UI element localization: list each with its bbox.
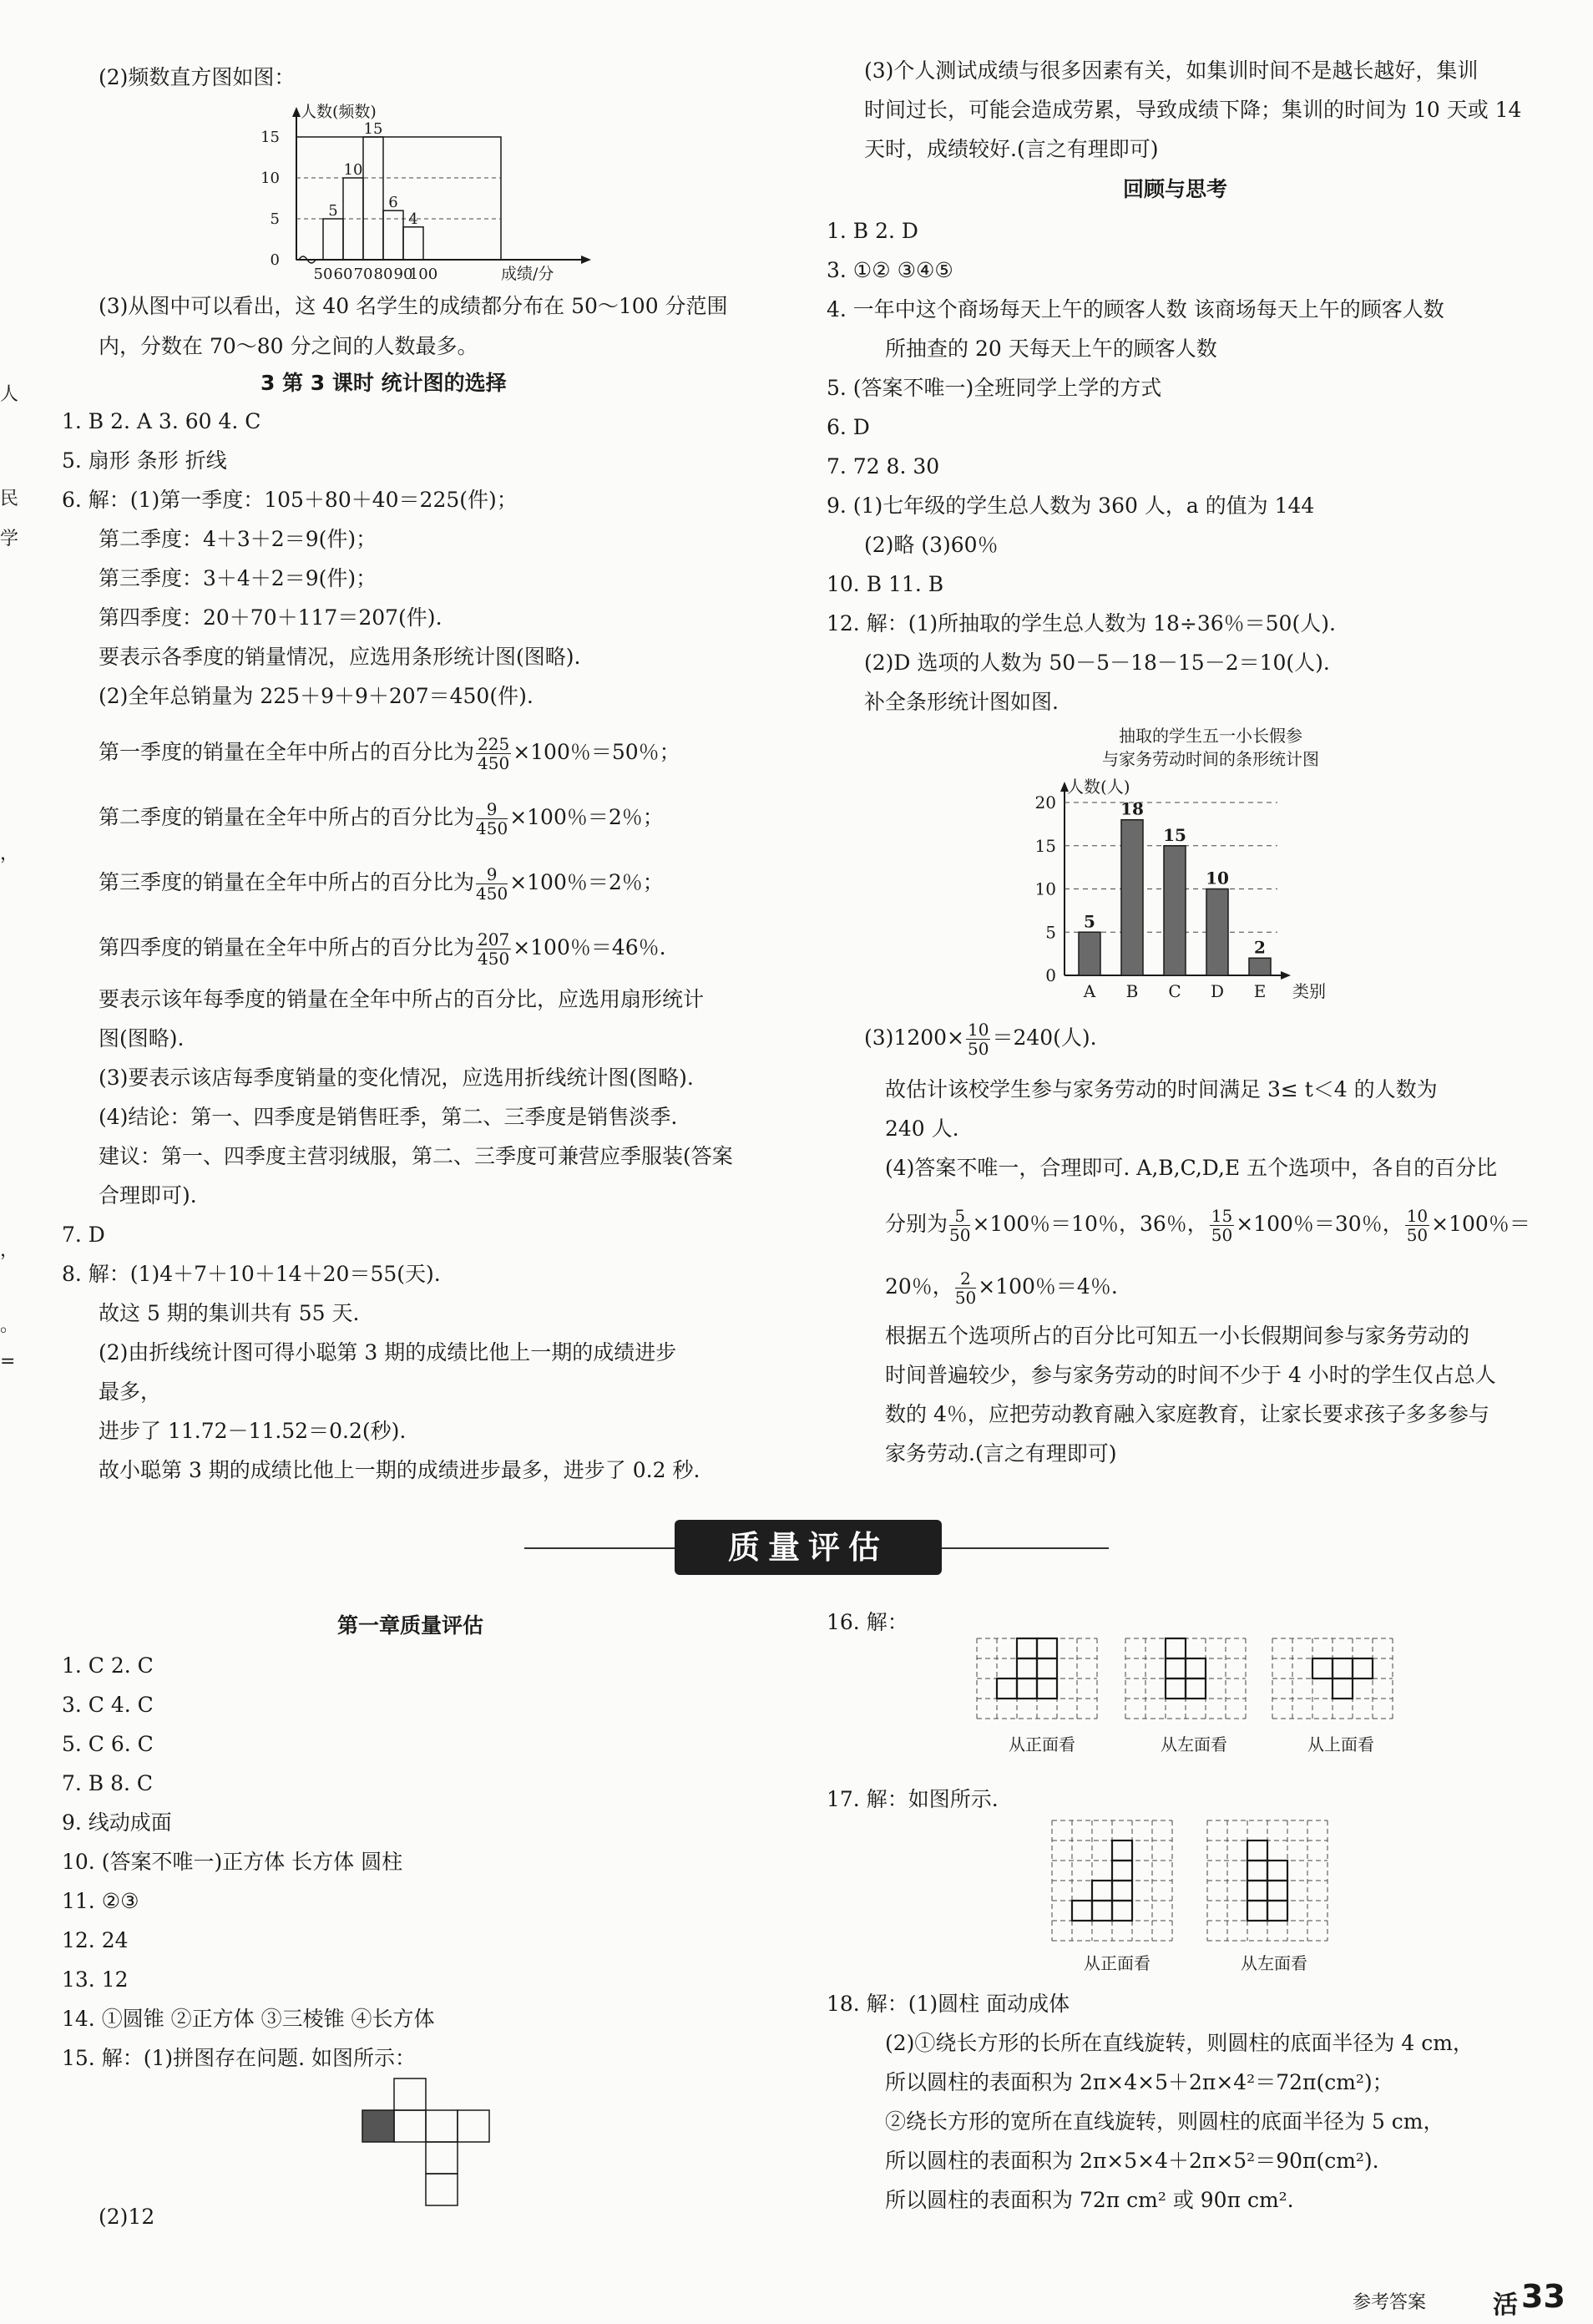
text: 第一季度的销量在全年中所占的百分比为 (99, 740, 475, 764)
text-line: ②绕长方形的宽所在直线旋转，则圆柱的底面半径为 5 cm， (885, 2109, 1444, 2134)
page-number: 33 (1521, 2278, 1565, 2315)
hist-xlabel: 成绩/分 (501, 265, 554, 282)
text-line: (3)个人测试成绩与很多因素有关，如集训时间不是越长越好，集训 (864, 58, 1479, 83)
edge-char: 人 (0, 384, 19, 405)
hist-bar-label: 6 (388, 194, 398, 212)
view-square (1037, 1658, 1057, 1678)
formula-line (864, 1020, 1097, 1058)
view-left-grid (1207, 1820, 1328, 1941)
view-square (1267, 1861, 1287, 1881)
bar-chart-value-label: 18 (1120, 798, 1144, 819)
text: ×100％＝50％； (513, 740, 680, 764)
hist-bar (363, 137, 383, 260)
view-square (1166, 1678, 1186, 1699)
text-line: (3)从图中可以看出，这 40 名学生的成绩都分布在 50～100 分范围 (99, 294, 728, 318)
denominator: 50 (1406, 1225, 1429, 1245)
text-line: 根据五个选项所占的百分比可知五一小长假期间参与家务劳动的 (885, 1324, 1470, 1348)
histogram-chart (250, 99, 601, 282)
view-square (1353, 1658, 1373, 1678)
hist-bar (403, 227, 423, 260)
fraction (476, 735, 511, 772)
answer-line: 8. 解：(1)4＋7＋10＋14＋20＝55(天). (62, 1262, 441, 1286)
hist-ylabel: 人数(频数) (301, 103, 377, 121)
denominator: 50 (967, 1039, 989, 1059)
text-line: 第四季度：20＋70＋117＝207(件). (99, 605, 442, 630)
bar-chart-ytick: 0 (1045, 965, 1056, 985)
banner-rule-left (524, 1547, 675, 1549)
bar-chart-xlabel: 类别 (1292, 981, 1326, 1001)
text-line: 家务劳动.(言之有理即可) (885, 1441, 1117, 1466)
view-square (1112, 1861, 1132, 1881)
view-square (1312, 1658, 1333, 1678)
net-square (426, 2174, 458, 2205)
view-square (1017, 1638, 1037, 1658)
bar-chart-ytick: 20 (1034, 792, 1056, 813)
bar-chart-ytick: 5 (1045, 922, 1056, 943)
answer-line: 7. B 8. C (62, 1771, 154, 1795)
view-square (1247, 1840, 1267, 1861)
bar-chart-bar (1249, 958, 1271, 975)
footer-brand: 活 (1493, 2291, 1518, 2320)
bar-chart-value-label: 2 (1254, 937, 1266, 958)
answer-line: 1. B 2. D (827, 219, 918, 243)
denominator: 450 (478, 949, 510, 969)
net-square (458, 2110, 489, 2142)
fraction (476, 800, 508, 838)
bar-chart-title-line1: 抽取的学生五一小长假参 (1119, 726, 1302, 746)
net-square (426, 2110, 458, 2142)
answer-line: 18. 解：(1)圆柱 面动成体 (827, 1992, 1070, 2016)
percent-line (99, 735, 680, 772)
fraction (1210, 1207, 1234, 1244)
hist-xtick: 70 (353, 266, 373, 282)
text-line: (2)略 (3)60％ (864, 533, 999, 557)
text-line: 所以圆柱的表面积为 2π×5×4＋2π×5²＝90π(cm²). (885, 2149, 1379, 2173)
edge-char: ， (0, 843, 19, 864)
caption-front: 从正面看 (1084, 1953, 1150, 1973)
net-square (426, 2142, 458, 2174)
text-line: 要表示各季度的销量情况，应选用条形统计图(图略). (99, 645, 581, 669)
bar-chart-ylabel: 人数(人) (1067, 777, 1130, 797)
view-square (1247, 1881, 1267, 1901)
fraction (949, 1207, 970, 1244)
bar-chart-category-label: D (1210, 981, 1225, 1001)
bar-chart-category-label: E (1253, 981, 1267, 1001)
answer-line: 7. 72 8. 30 (827, 454, 940, 478)
hist-xtick: 90 (393, 266, 413, 282)
view-square (1037, 1678, 1057, 1699)
fraction (476, 865, 508, 903)
text-line: 240 人. (885, 1116, 959, 1141)
denominator: 450 (476, 884, 508, 904)
bar-chart-category-label: B (1125, 981, 1139, 1001)
answer-line: 4. 一年中这个商场每天上午的顾客人数 该商场每天上午的顾客人数 (827, 297, 1444, 322)
answer-line: 1. C 2. C (62, 1653, 154, 1678)
answer-line: 3. ①② ③④⑤ (827, 258, 953, 282)
numerator: 10 (1406, 1206, 1429, 1226)
text-line: 内，分数在 70～80 分之间的人数最多。 (99, 334, 478, 358)
numerator: 5 (949, 1207, 970, 1226)
numerator: 9 (476, 865, 508, 884)
text: ×100％＝10％，36％， (972, 1212, 1208, 1236)
fraction (476, 930, 511, 968)
text-line: 故小聪第 3 期的成绩比他上一期的成绩进步最多，进步了 0.2 秒. (99, 1458, 700, 1482)
hist-ytick: 0 (270, 251, 280, 269)
answer-line: 6. D (827, 415, 870, 439)
view-square (997, 1678, 1017, 1699)
hist-bar-label: 4 (408, 210, 418, 228)
caption-left: 从左面看 (1241, 1953, 1307, 1973)
edge-char: 。 (0, 1315, 19, 1336)
view-square (1186, 1658, 1206, 1678)
hist-ytick: 15 (260, 129, 280, 146)
section-title: 第一章质量评估 (337, 1613, 484, 1638)
answer-line: 14. ①圆锥 ②正方体 ③三棱锥 ④长方体 (62, 2007, 435, 2031)
hist-frame (296, 137, 501, 260)
view-square (1267, 1881, 1287, 1901)
bar-chart-value-label: 15 (1163, 824, 1186, 845)
answer-line: 5. 扇形 条形 折线 (62, 448, 227, 473)
answer-line: 3. C 4. C (62, 1693, 154, 1717)
text-line: 进步了 11.72－11.52＝0.2(秒). (99, 1419, 407, 1443)
edge-char: ， (0, 1240, 19, 1261)
bar-chart-category-label: C (1168, 981, 1181, 1001)
hist-bar (383, 210, 403, 260)
hist-ytick: 5 (270, 210, 280, 228)
three-views-16 (975, 1635, 1426, 1760)
hist-ytick: 10 (260, 170, 280, 187)
view-square (1037, 1638, 1057, 1658)
bar-chart-xarrow (1281, 971, 1291, 980)
text-line: 故这 5 期的集训共有 55 天. (99, 1301, 360, 1325)
footer-label: 参考答案 (1353, 2292, 1427, 2313)
net-square (394, 2110, 426, 2142)
text-line: 补全条形统计图如图. (864, 690, 1059, 714)
bar-chart-bar (1206, 889, 1228, 976)
answer-line: 13. 12 (62, 1967, 129, 1992)
hist-xtick: 100 (408, 266, 438, 282)
bar-chart-bar (1121, 820, 1143, 975)
fraction (966, 1020, 990, 1058)
numerator: 225 (478, 734, 510, 754)
numerator: 207 (478, 929, 510, 949)
answer-line: 1. B 2. A 3. 60 4. C (62, 409, 261, 433)
cube-net-figure (359, 2075, 493, 2225)
text-line: (3)要表示该店每季度销量的变化情况，应选用折线统计图(图略). (99, 1066, 694, 1090)
labor-bar-chart (1027, 723, 1394, 1007)
net-square-shaded (362, 2110, 394, 2142)
text: (3)1200× (864, 1025, 964, 1050)
bar-chart-category-label: A (1083, 981, 1096, 1001)
view-top-grid (1272, 1638, 1393, 1719)
text-line: 最多， (99, 1380, 162, 1404)
hist-bar-label: 5 (328, 202, 338, 220)
text: 第二季度的销量在全年中所占的百分比为 (99, 805, 475, 829)
answer-line: 10. B 11. B (827, 572, 944, 596)
answer-line: 9. 线动成面 (62, 1810, 172, 1835)
text-line: (2)D 选项的人数为 50－5－18－15－2＝10(人). (864, 651, 1330, 675)
text-line: 时间过长，可能会造成劳累，导致成绩下降；集训的时间为 10 天或 14 (864, 98, 1522, 122)
view-square (1166, 1658, 1186, 1678)
two-views-17 (1050, 1819, 1368, 1977)
answer-line: 5. (答案不唯一)全班同学上学的方式 (827, 376, 1162, 400)
percent-line (99, 865, 664, 903)
text-line: 故估计该校学生参与家务劳动的时间满足 3≤ t＜4 的人数为 (885, 1077, 1438, 1101)
denominator: 50 (949, 1225, 971, 1245)
denominator: 450 (476, 818, 508, 838)
denominator: 450 (478, 753, 510, 773)
text: ×100％＝4％. (978, 1274, 1118, 1299)
text-line: 要表示该年每季度的销量在全年中所占的百分比，应选用扇形统计 (99, 987, 705, 1011)
view-square (1017, 1658, 1037, 1678)
bar-chart-value-label: 5 (1084, 911, 1095, 932)
text: 20％， (885, 1274, 953, 1299)
view-left-grid (1125, 1638, 1246, 1719)
percent-line (99, 800, 664, 838)
answer-line: 9. (1)七年级的学生总人数为 360 人，a 的值为 144 (827, 494, 1315, 518)
answer-line: 15. 解：(1)拼图存在问题. 如图所示： (62, 2046, 417, 2070)
hist-yarrow (292, 107, 301, 117)
view-square (1092, 1881, 1112, 1901)
bar-chart-bar (1164, 846, 1186, 975)
text: 第四季度的销量在全年中所占的百分比为 (99, 935, 475, 959)
hist-xarrow (581, 256, 591, 264)
text: ×100％＝46％. (513, 935, 666, 959)
answer-line: 7. D (62, 1223, 105, 1247)
section-title: 回顾与思考 (1123, 177, 1228, 201)
formula-line (885, 1269, 1118, 1307)
text: ＝240(人). (992, 1025, 1097, 1050)
view-square (1112, 1901, 1132, 1921)
bar-chart-bar (1079, 932, 1100, 975)
text-line: 时间普遍较少，参与家务劳动的时间不少于 4 小时的学生仅占总人 (885, 1363, 1496, 1387)
answer-line: 16. 解： (827, 1610, 908, 1634)
bar-chart-title-line2: 与家务劳动时间的条形统计图 (1102, 749, 1319, 769)
banner-rule-right (942, 1547, 1109, 1549)
bar-chart-ytick: 10 (1034, 878, 1056, 899)
view-square (1166, 1638, 1186, 1658)
text-line: (2)由折线统计图可得小聪第 3 期的成绩比他上一期的成绩进步 (99, 1340, 677, 1365)
fraction (955, 1269, 976, 1307)
text-line: (2)①绕长方形的长所在直线旋转，则圆柱的底面半径为 4 cm， (885, 2031, 1474, 2055)
view-square (1092, 1901, 1112, 1921)
edge-char: 学 (0, 529, 19, 549)
percent-line (99, 930, 666, 968)
text-line: (4)答案不唯一，合理即可. A,B,C,D,E 五个选项中，各自的百分比 (885, 1156, 1498, 1180)
numerator: 2 (955, 1269, 976, 1289)
text-line: 所抽查的 20 天每天上午的顾客人数 (885, 337, 1217, 361)
text-line: 第三季度：3＋4＋2＝9(件)； (99, 566, 377, 590)
net-square (394, 2078, 426, 2110)
answer-line: 12. 解：(1)所抽取的学生总人数为 18÷36％＝50(人). (827, 611, 1336, 635)
edge-char: = (0, 1351, 16, 1372)
view-square (1267, 1901, 1287, 1921)
hist-xtick: 60 (333, 266, 353, 282)
view-square (1247, 1861, 1267, 1881)
answer-line: 12. 24 (62, 1928, 129, 1952)
hist-bar-label: 10 (343, 161, 363, 179)
bar-chart-value-label: 10 (1206, 868, 1229, 889)
edge-char: 民 (0, 489, 19, 509)
caption-left: 从左面看 (1161, 1734, 1227, 1754)
text: ×100％＝2％； (509, 870, 664, 894)
section-title: 3 第 3 课时 统计图的选择 (260, 371, 507, 395)
text: ×100％＝2％； (509, 805, 664, 829)
numerator: 9 (476, 800, 508, 819)
hist-xtick: 50 (313, 266, 333, 282)
denominator: 50 (1211, 1225, 1233, 1245)
text-line: 合理即可). (99, 1183, 197, 1208)
text-line: 第二季度：4＋3＋2＝9(件)； (99, 527, 377, 551)
text-line: 所以圆柱的表面积为 72π cm² 或 90π cm². (885, 2188, 1294, 2212)
numerator: 15 (1211, 1206, 1233, 1226)
text-line: (2)频数直方图如图： (99, 65, 296, 89)
view-front-grid (1052, 1820, 1172, 1941)
answer-line: 17. 解：如图所示. (827, 1787, 999, 1811)
text-line: 天时，成绩较好.(言之有理即可) (864, 137, 1159, 161)
view-square (1112, 1881, 1132, 1901)
hist-xtick: 80 (373, 266, 393, 282)
text-line: (2)12 (99, 2205, 155, 2229)
answer-line: 6. 解：(1)第一季度：105＋80＋40＝225(件)； (62, 488, 518, 512)
section-banner: 质量评估 (675, 1520, 942, 1575)
hist-bar (323, 219, 343, 260)
view-square (1333, 1678, 1353, 1699)
text-line: (2)全年总销量为 225＋9＋9＋207＝450(件). (99, 684, 534, 708)
text: 第三季度的销量在全年中所占的百分比为 (99, 870, 475, 894)
view-square (1017, 1678, 1037, 1699)
formula-line (885, 1207, 1530, 1244)
view-front-grid (977, 1638, 1097, 1719)
view-square (1112, 1840, 1132, 1861)
text-line: 建议：第一、四季度主营羽绒服，第二、三季度可兼营应季服装(答案 (99, 1144, 733, 1168)
text: 分别为 (885, 1212, 948, 1236)
denominator: 50 (954, 1288, 977, 1308)
bar-chart-ytick: 15 (1034, 835, 1056, 856)
view-square (1072, 1901, 1092, 1921)
numerator: 10 (967, 1020, 989, 1040)
view-square (1247, 1901, 1267, 1921)
view-square (1333, 1658, 1353, 1678)
answer-line: 10. (答案不唯一)正方体 长方体 圆柱 (62, 1850, 403, 1874)
text-line: 所以圆柱的表面积为 2π×4×5＋2π×4²＝72π(cm²)； (885, 2070, 1393, 2094)
caption-front: 从正面看 (1009, 1734, 1075, 1754)
answer-line: 11. ②③ (62, 1889, 139, 1913)
fraction (1405, 1207, 1429, 1244)
hist-bar-label: 15 (363, 120, 383, 138)
text: ×100％＝ (1431, 1212, 1530, 1236)
view-square (1186, 1678, 1206, 1699)
caption-top: 从上面看 (1307, 1734, 1374, 1754)
answer-line: 5. C 6. C (62, 1732, 154, 1756)
text-line: 图(图略). (99, 1026, 185, 1051)
text-line: 数的 4％，应把劳动教育融入家庭教育，让家长要求孩子多多参与 (885, 1402, 1489, 1426)
text-line: (4)结论：第一、四季度是销售旺季，第二、三季度是销售淡季. (99, 1105, 678, 1129)
text: ×100％＝30％， (1236, 1212, 1403, 1236)
